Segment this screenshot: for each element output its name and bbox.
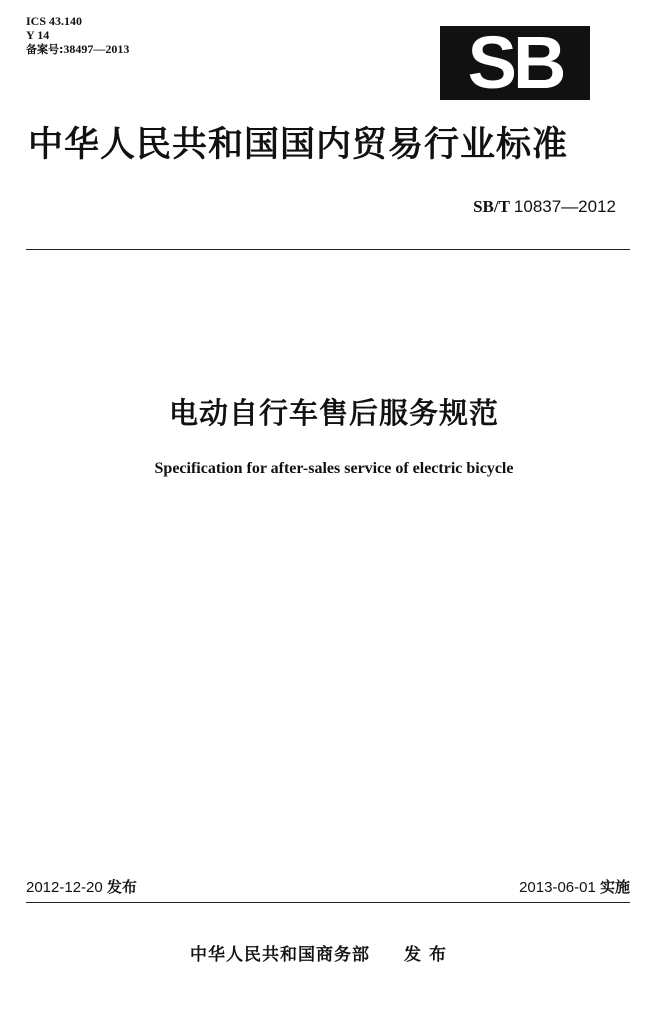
effective-label: 实施	[599, 878, 630, 896]
issue-date-line	[26, 876, 137, 897]
record-number-line	[26, 42, 129, 57]
publisher-name: 中华人民共和国商务部	[190, 945, 370, 965]
standard-code: 10837—2012	[513, 197, 616, 216]
issue-label: 发布	[106, 878, 137, 896]
bottom-divider	[26, 902, 630, 903]
record-label: 备案号:	[26, 43, 64, 56]
effective-date-line	[519, 876, 630, 897]
classification-code: Y 14	[26, 28, 50, 42]
publisher-line	[190, 940, 454, 965]
publisher-action: 发布	[404, 945, 454, 965]
classification-codes	[26, 14, 129, 57]
issue-date: 2012-12-20	[26, 879, 103, 896]
effective-date: 2013-06-01	[519, 879, 596, 896]
standard-number	[473, 197, 616, 217]
industry-standard-title: 中华人民共和国国内贸易行业标准	[28, 125, 569, 165]
top-divider	[26, 249, 630, 250]
standard-prefix: SB/T	[473, 197, 510, 216]
ics-code: ICS 43.140	[26, 14, 83, 28]
record-number: 38497—2013	[63, 42, 130, 56]
sb-logo: SB	[440, 26, 590, 100]
document-title-cn: 电动自行车售后服务规范	[168, 396, 499, 430]
document-title-en: Specification for after-sales service of electric bicycle	[154, 460, 514, 477]
